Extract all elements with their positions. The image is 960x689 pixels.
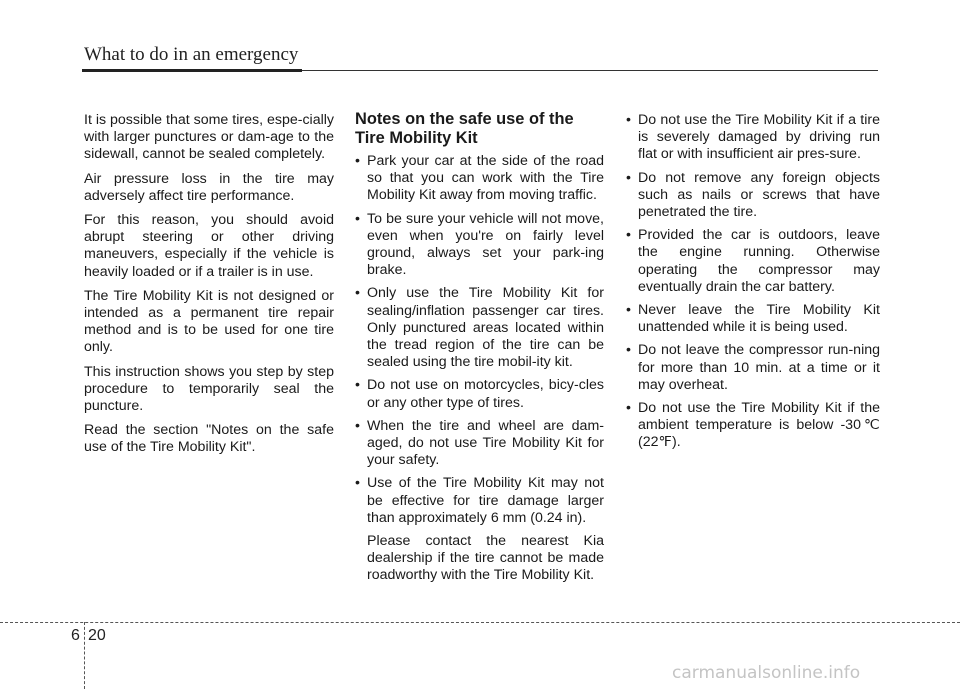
footer-vertical-divider — [84, 622, 85, 689]
bullet-icon: • — [626, 169, 631, 186]
list-item-text: Do not leave the compressor run-ning for more than 10 min. at a time or it may overheat. — [638, 342, 880, 393]
list-item — [626, 342, 880, 394]
list-item — [626, 170, 880, 222]
bullet-icon: • — [355, 417, 360, 434]
list-item — [626, 112, 880, 164]
column-intro — [84, 112, 334, 464]
list-item-text: Do not remove any foreign objects such as nails or screws that have penetrated the tire. — [638, 169, 880, 221]
list-item — [626, 400, 880, 452]
list-item-text: Do not use the Tire Mobility Kit if the ambient temperature is below -30℃ (22℉). — [638, 400, 880, 451]
intro-paragraph: Air pressure loss in the tire may adversely affect tire performance. — [84, 170, 334, 204]
bullet-icon: • — [355, 285, 360, 302]
list-item-text: Never leave the Tire Mobility Kit unattended while it is being used. — [638, 302, 880, 336]
list-item — [355, 475, 604, 584]
page-number: 20 — [88, 627, 106, 644]
watermark: carmanualsonline.info — [672, 663, 861, 683]
list-item — [626, 227, 880, 296]
list-item-text: Do not use on motorcycles, bicy-cles or any other type of tires. — [367, 377, 604, 411]
header-rule-thin — [302, 70, 878, 71]
bullet-icon: • — [626, 302, 631, 319]
bullet-icon: • — [355, 377, 360, 394]
list-item-text: Do not use the Tire Mobility Kit if a tire is severely damaged by driving run flat or with insufficient air pres-sure. — [638, 112, 880, 163]
list-item-text: Use of the Tire Mobility Kit may not be effective for tire damage larger than approximately 6 mm (0.24 in). — [367, 475, 604, 526]
bullet-icon: • — [355, 210, 360, 227]
intro-paragraph: It is possible that some tires, espe-cially with larger punctures or dam-age to the sidewall, cannot be sealed completely. — [84, 112, 334, 163]
bullet-icon: • — [626, 400, 631, 417]
footer-divider — [0, 622, 960, 623]
header-title: What to do in an emergency — [84, 44, 299, 65]
list-item-text: Park your car at the side of the road so that you can work with the Tire Mobility Kit away from moving traffic. — [367, 153, 604, 204]
bullet-icon: • — [626, 112, 631, 128]
list-item — [355, 153, 604, 205]
intro-paragraph: Read the section "Notes on the safe use of the Tire Mobility Kit". — [84, 422, 334, 456]
intro-paragraph: The Tire Mobility Kit is not designed or intended as a permanent tire repair method and is to be used for one tire only. — [84, 287, 334, 356]
list-item-text: Only use the Tire Mobility Kit for sealing/inflation passenger car tires. Only punctured areas located within the tread region of the tire can be sealed using the tire mobil-ity kit. — [367, 285, 604, 371]
list-item-text: When the tire and wheel are dam-aged, do not use Tire Mobility Kit for your safety. — [367, 417, 604, 469]
section-heading: Notes on the safe use of the Tire Mobility Kit — [355, 110, 574, 147]
list-item-text: To be sure your vehicle will not move, even when you're on fairly level ground, always set your park-ing brake. — [367, 210, 604, 279]
bullet-icon: • — [355, 153, 360, 169]
column-safe-use-notes-continued — [626, 112, 880, 458]
list-item — [355, 418, 604, 470]
chapter-number: 6 — [71, 627, 80, 644]
list-item — [355, 377, 604, 411]
list-item-subparagraph: Please contact the nearest Kia dealership if the tire cannot be made roadworthy with the Tire Mobility Kit. — [367, 533, 604, 584]
bullet-icon: • — [355, 475, 360, 492]
column-safe-use-notes — [355, 110, 604, 591]
header-rule-thick — [82, 69, 302, 72]
list-item — [355, 211, 604, 280]
list-item — [355, 285, 604, 371]
bullet-icon: • — [626, 342, 631, 359]
intro-paragraph: For this reason, you should avoid abrupt steering or other driving maneuvers, especially if the vehicle is heavily loaded or if a trailer is in use. — [84, 212, 334, 280]
list-item — [626, 302, 880, 336]
intro-paragraph: This instruction shows you step by step procedure to temporarily seal the puncture. — [84, 363, 334, 415]
list-item-text: Provided the car is outdoors, leave the engine running. Otherwise operating the compressor may eventually drain the car battery. — [638, 227, 880, 295]
bullet-icon: • — [626, 227, 631, 244]
